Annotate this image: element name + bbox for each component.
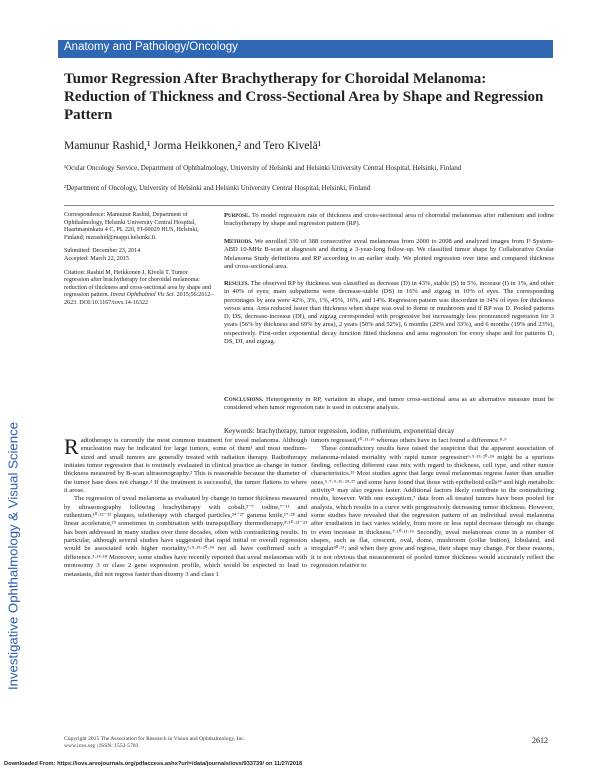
- journal-name: Investigative Ophthalmology & Visual Science: [5, 421, 20, 691]
- purpose-label: Purpose.: [224, 212, 250, 219]
- citation-rest: 2015;56:2612–2623. DOI:10.1167/iovs.14-16322: [64, 292, 214, 306]
- conclusions-text: Heterogeneity in RP, variation in shape, and tumor cross-sectional area as an alternative measure must be considered when tumor regression rate is used in outcome analysis.: [224, 396, 555, 412]
- affiliation-2: ²Department of Oncology, University of Helsinki and Helsinki University Central Hospital, Helsinki, Finland: [64, 184, 371, 192]
- page-number: 2612: [532, 736, 548, 745]
- paragraph-4: These contradictory results have raised the suspicion that the apparent association of melanoma-related mortality with rapid tumor regression⁶·⁹·¹⁵·²⁰·²⁴ might be a spurious finding, reflecting different case mix with regard to thickness, cell type, and other tumor characteristics.³⁵ Most studies agree that large uveal melanomas regress faster than smaller ones,⁵·⁷·⁹·¹⁶·²⁴·²⁷ and some have found that those with epithelioid cells³⁴ and high metabolic activity²¹ may also regress faster. Additional factors likely contribute to the contradicting results, however. With one exception,⁷ data from all treated tumors have been pooled for analysis, which results in a curve with progressively decreasing tumor thickness. However, some studies have revealed that the regression pattern of an individual uveal melanoma after irradiation in fact varies widely, from more or less rapid decrease through no change to even increase in thickness.⁷·¹⁰·¹¹·¹⁶ Secondly, uveal melanomas come in a number of shapes, such as flat, crescent, oval, dome, mushroom (collar button), lobulated, and irregular³⁰·³¹; and when they grow and regress, their shape may change. For these reasons, it is not obvious that measurement of pooled tumor thickness would accurately reflect the regression relative to: [311, 445, 554, 570]
- methods-label: Methods.: [224, 238, 253, 245]
- copyright: Copyright 2015 The Association for Research in Vision and Ophthalmology, Inc.: [64, 736, 246, 742]
- correspondence-text: Correspondence: Mamunur Rashid, Department of Ophthalmology, Helsinki University Central Hospital, Haartmaninkatu 4 C, PL 220, FI-00029 HUS, Helsinki, Finland; mzrashid@mappi.helsinki.fi.: [64, 212, 199, 241]
- citation-text: Citation: Rashid M, Heikkonen J, Kivelä T. Tumor regression after brachytherapy for choroidal melanoma: reduction of thickness and cross-sectional area by shape and regression pattern.: [64, 269, 211, 299]
- article-title: Tumor Regression After Brachytherapy for Choroidal Melanoma: Reduction of Thickness and Cross-Sectional Area by Shape and Regression Pattern: [64, 71, 544, 123]
- download-notice: Downloaded From: https://iovs.arvojournals.org/pdfaccess.ashx?url=/data/journals/iovs/933739/ on 11/27/2018: [4, 761, 303, 767]
- abstract-methods: [224, 238, 554, 271]
- submitted-date: Submitted: December 23, 2014: [64, 248, 141, 255]
- paragraph-1: adiotherapy is currently the most common treatment for uveal melanoma. Although enucleation may be indicated for large tumors, some of them¹ and most medium-sized and small tumors are generally treated with radiation therapy. Radiotherapy initiates tumor regression that is routinely evaluated in clinical practice as change in tumor thickness measured by B-scan ultrasonography.² This is reasonable because the diameter of the tumor base does not change.³ If the treatment is successful, the tumor flattens to where it arose.: [64, 437, 307, 495]
- section-label: Anatomy and Pathology/Oncology: [64, 41, 238, 53]
- affiliation-1: ¹Ocular Oncology Service, Department of Ophthalmology, University of Helsinki and Helsinki University Central Hospital, Helsinki, Finland: [64, 164, 462, 172]
- drop-cap: R: [64, 434, 79, 459]
- author-list: Mamunur Rashid,¹ Jorma Heikkonen,² and Tero Kivelä¹: [64, 140, 322, 152]
- results-text: The observed RP by thickness was classified as decrease (D) in 43%, stable (S) in 5%, increase (I) in 1%, and other in 40% of eyes; main subpatterns were decrease-stable (DS) in 16% and zigzag in 10% of eyes. The corresponding percentages by area were 42%, 3%, 1%, 45%, 16%, and 14%. Regression pattern was discordant in 34% of eyes for thickness versus area. Area reduced faster than thickness when shape was oval to dome or mushroom and if RP was D. Pooled patterns D, DS, decrease-increase (DI), and zigzag corresponded with progressive but increasingly less pronounced regression for 3 years (56% by thickness and 69% by area), 2 years (50% and 52%), 6 months (29% and 33%), and 6 months (19% and 23%), respectively. First-order exponential decay function fitted thickness and area regression for every shape and for patterns D, DS, DI, and zigzag.: [224, 280, 554, 346]
- keywords: Keywords: brachytherapy, tumor regression, iodine, ruthenium, exponential decay: [224, 427, 455, 435]
- methods-text: We enrolled 330 of 388 consecutive uveal melanomas from 2000 to 2008 and analyzed images from I³ System-ABD 10-MHz B-scan at diagnosis and during a 3-year-long follow-up. We classified tumor shape by Collaborative Ocular Melanoma Study definitions and RP according to an earlier study. We plotted regression over time and compared thickness and cross-sectional area.: [224, 238, 554, 270]
- accepted-date: Accepted: March 22, 2015: [64, 255, 129, 262]
- citation-journal: Invest Ophthalmol Vis Sci.: [110, 292, 176, 299]
- page-footer: [64, 736, 245, 750]
- citation: [64, 270, 214, 308]
- divider-top: [64, 205, 554, 206]
- journal-sidebar: [4, 396, 21, 716]
- paragraph-3: tumors regressed,¹⁰·¹¹·³⁶ whereas others have in fact found a difference.⁸·⁹: [311, 437, 507, 444]
- conclusions-label: Conclusions.: [224, 396, 264, 403]
- abstract-purpose: [224, 212, 554, 229]
- abstract-conclusions: [224, 396, 554, 413]
- abstract-results: [224, 280, 554, 346]
- paragraph-2: The regression of uveal melanoma as evaluated by change in tumor thickness measured by ultrasonography following brachytherapy with cobalt,³⁻⁷ iodine,⁷⁻¹¹ and ruthenium,¹⁰·¹²⁻²³ plaques, teletherapy with charged particles,²⁴⁻²⁷ gamma knife,¹⁷·²⁸ and linear accelerator,²⁹ sometimes in combination with transpupillary thermotherapy,⁸·¹⁰·²¹⁻²³ has been addressed in many studies over three decades, often with contradicting results. In particular, although several studies have suggested that rapid initial or overall regression would be associated with higher mortality,⁶·⁹·¹⁵·²⁰·³⁴ not all have confirmed such a difference.³·¹⁴·¹⁸ Moreover, some studies have recently reported that uveal melanomas with monosomy 3 or class 2 gene expression profile, which would be expected to lead to metastasis, did not regress faster than disomy 3 and class 1: [64, 495, 307, 578]
- body-column-left: [64, 434, 307, 579]
- issn: www.iovs.org | ISSN: 1552-5783: [64, 743, 139, 749]
- correspondence-block: [64, 212, 214, 308]
- section-banner: [58, 40, 553, 58]
- body-column-right: [311, 437, 554, 571]
- purpose-text: To model regression rate of thickness and cross-sectional area of choroidal melanomas after ruthenium and iodine brachytherapy by shape and regression pattern (RP).: [224, 212, 554, 228]
- results-label: Results.: [224, 280, 250, 287]
